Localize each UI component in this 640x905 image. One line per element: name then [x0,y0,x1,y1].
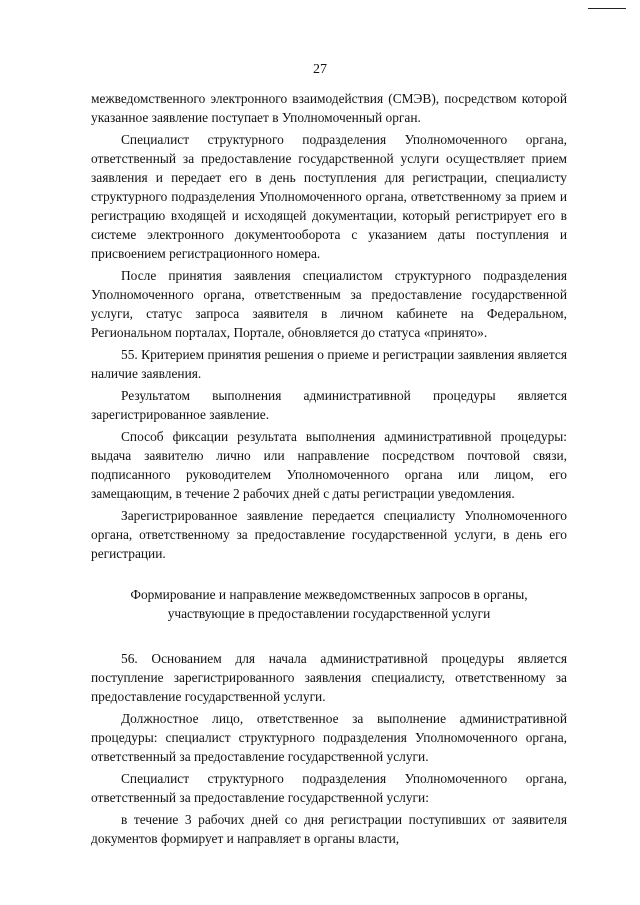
paragraphs-top [91,89,567,563]
paragraph: Специалист структурного подразделения Уполномоченного органа, ответственный за предоставление государственной услуги: [91,771,567,805]
paragraph: Способ фиксации результата выполнения административной процедуры: выдача заявителю лично или направление посредством почтовой связи, подписанного руководителем Уполномоченного органа или лицом, его замещающим, в течение 2 рабочих дней с даты регистрации уведомления. [91,429,567,501]
section-heading: Формирование и направление межведомственных запросов в органы, участвующие в предоставлении государственной услуги [130,587,528,621]
page-number: 27 [313,62,327,77]
paragraph: 56. Основанием для начала административной процедуры является поступление зарегистрированного заявления специалисту, ответственному за предоставление государственной услуги. [91,651,567,704]
corner-mark [588,8,626,9]
document-body [91,89,567,851]
paragraph: в течение 3 рабочих дней со дня регистрации поступивших от заявителя документов формирует и направляет в органы власти, [91,812,567,846]
paragraphs-bottom [91,649,567,848]
paragraph: 55. Критерием принятия решения о приеме и регистрации заявления является наличие заявления. [91,347,567,381]
paragraph: межведомственного электронного взаимодействия (СМЭВ), посредством которой указанное заявление поступает в Уполномоченный орган. [91,91,567,125]
paragraph: Специалист структурного подразделения Уполномоченного органа, ответственный за предоставление государственной услуги осуществляет прием заявления и передает его в день поступления для регистрации, специалисту структурного подразделения Уполномоченного органа, ответственному за прием и регистрацию входящей и исходящей документации, который регистрирует его в системе электронного документооборота с указанием даты поступления и присвоением регистрационного номера. [91,132,567,261]
paragraph: Должностное лицо, ответственное за выполнение административной процедуры: специалист структурного подразделения Уполномоченного органа, ответственный за предоставление государственной услуги. [91,711,567,764]
paragraph: Результатом выполнения административной процедуры является зарегистрированное заявление. [91,388,567,422]
paragraph: После принятия заявления специалистом структурного подразделения Уполномоченного органа, ответственным за предоставление государственной услуги, статус запроса заявителя в личном кабинете на Федеральном, Региональном порталах, Портале, обновляется до статуса «принято». [91,268,567,340]
paragraph: Зарегистрированное заявление передается специалисту Уполномоченного органа, ответственному за предоставление государственной услуги, в день его регистрации. [91,508,567,561]
